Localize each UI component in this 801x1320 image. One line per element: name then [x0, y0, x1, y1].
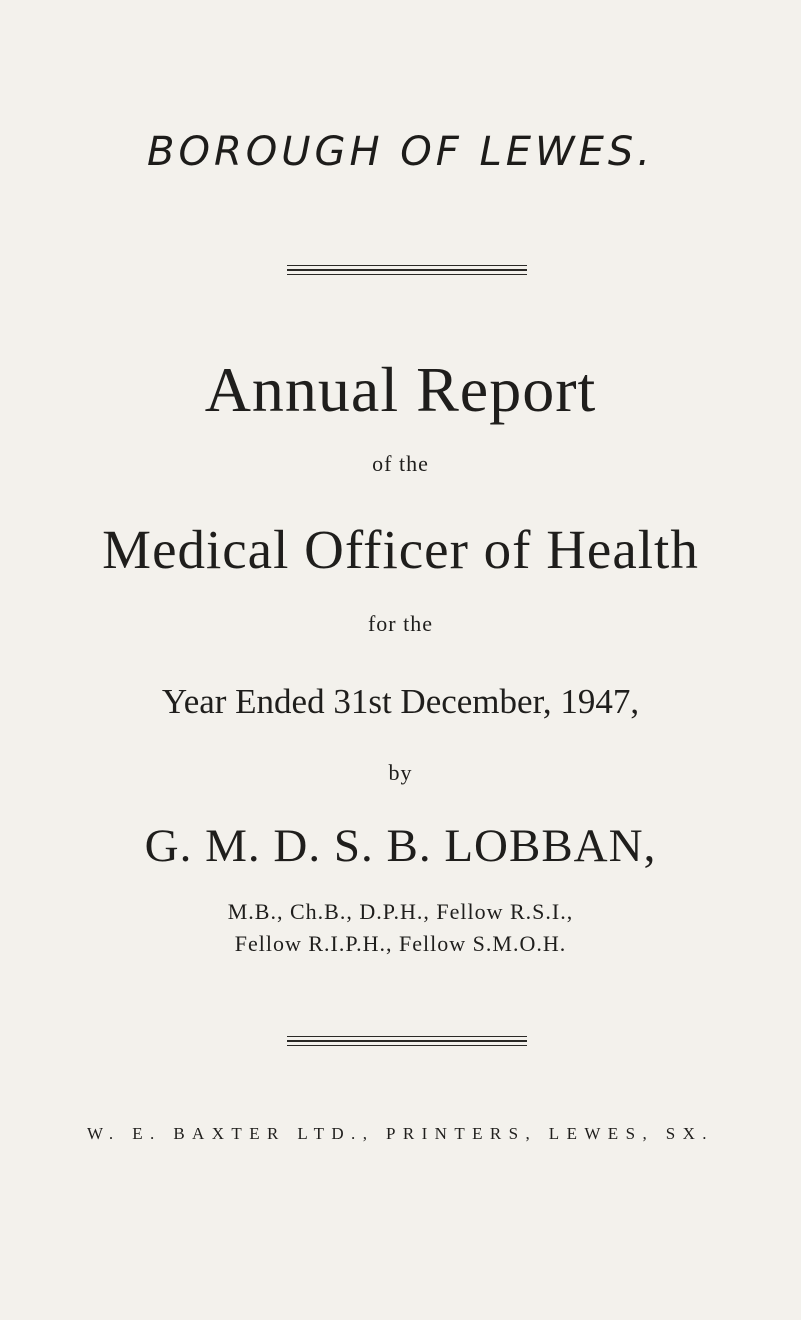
report-subject: Medical Officer of Health — [102, 519, 699, 580]
top-decorative-rule — [287, 265, 527, 275]
bottom-decorative-rule — [287, 1036, 527, 1046]
printer-imprint: W. E. BAXTER LTD., PRINTERS, LEWES, SX. — [87, 1124, 714, 1143]
for-the-text: for the — [367, 611, 434, 636]
borough-heading: BOROUGH OF LEWES. — [147, 129, 654, 175]
report-period: Year Ended 31st December, 1947, — [161, 682, 640, 721]
author-qualifications-line-1: M.B., Ch.B., D.P.H., Fellow R.S.I., — [227, 899, 574, 924]
by-text: by — [388, 760, 413, 785]
author-qualifications-line-2: Fellow R.I.P.H., Fellow S.M.O.H. — [234, 931, 567, 956]
author-name: G. M. D. S. B. LOBBAN, — [144, 820, 657, 872]
of-the-text: of the — [372, 451, 429, 476]
report-title: Annual Report — [204, 354, 597, 425]
